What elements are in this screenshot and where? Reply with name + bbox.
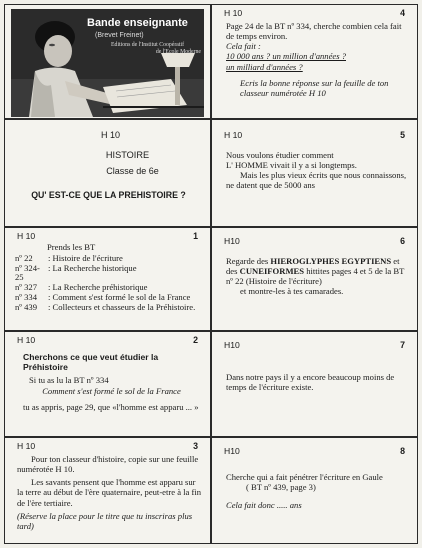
card-text: tu as appris, page 29, que «l'homme est apparu ... » [23,401,199,412]
student-writing-photo [11,9,204,117]
bt-title: : La Recherche préhistorique [48,282,148,293]
card-text-part: et des [226,256,400,277]
card-number: 4 [400,8,405,18]
card-text-part: Regarde des [226,256,271,266]
card-code: H 10 [17,335,36,345]
card-body [17,454,202,531]
card-body [226,150,407,191]
card-italic-text: Comment s'est formé le sol de la France [42,386,181,397]
title-card [5,120,210,226]
card-italic-text: Cela fait : [226,41,261,52]
card-code: H 10 [17,231,36,241]
header-title: Bande enseignante [87,17,188,29]
card-text: ( BT nº 439, page 3) [246,482,316,493]
card-4 [212,5,417,118]
card-number: 2 [193,335,198,345]
card-code: H10 [224,236,240,246]
header-subtitle: (Brevet Freinet) [95,32,144,39]
card-text: Nous voulons étudier comment [226,150,334,160]
card-code: H 10 [101,130,121,140]
card-2 [5,332,210,436]
bt-reference-list [15,254,200,312]
card-text [226,256,407,286]
publisher-line: de l'Ecole Moderne [155,48,201,55]
header-card [5,5,210,118]
bt-title: : Comment s'est formé le sol de la France [48,292,191,303]
card-body [226,21,407,98]
cuneiformes-term: CUNEIFORMES [239,266,305,277]
card-text: Mais les plus vieux écrits que nous connaissons, ne datent que de 5000 ans [226,170,407,191]
card-text: Dans notre pays il y a encore beaucoup moins de temps de l'écriture existe. [226,372,395,393]
card-text: Les savants pensent que l'homme est apparu sur la terre au début de l'ère quaternaire, peut-etre à la fin de l'ère tertiaire. [17,477,202,508]
card-number: 1 [193,231,198,241]
main-question: QU' EST-CE QUE LA PREHISTOIRE ? [31,190,186,200]
bt-number: nº 334 [15,292,38,303]
card-number: 8 [400,446,405,456]
list-item [15,254,200,263]
bt-number: nº 327 [15,282,38,293]
card-code: H 10 [224,8,243,18]
card-5 [212,120,417,226]
card-text: Cherche qui a fait pénétrer l'écriture en Gaule [226,472,383,482]
list-item [15,283,200,292]
card-text: Prends les BT [47,242,96,252]
card-7 [212,332,417,436]
card-code: H 10 [224,130,243,140]
card-number: 7 [400,340,405,350]
card-code: H10 [224,446,240,456]
card-text-part: hittites pages 4 et 5 de la BT nº 22 (Histoire de l'écriture) [226,266,405,287]
card-italic-text: un milliard d'années ? [226,61,303,72]
card-note: (Réserve la place pour le titre que tu inscriras plus tard) [17,510,193,531]
card-body [15,242,200,313]
card-code: H10 [224,340,240,350]
hieroglyphes-term: HIEROGLYPHES EGYPTIENS [270,256,392,266]
card-heading: Cherchons ce que veut étudier la Préhistoire [23,352,159,373]
card-text: Page 24 de la BT nº 334, cherche combien cela fait de temps environ. [226,21,402,42]
list-item [15,293,200,302]
card-3 [5,438,210,543]
header-publisher [111,42,201,56]
card-body [23,352,200,412]
list-item [15,303,200,312]
class-level: Classe de 6e [106,166,159,176]
card-number: 3 [193,441,198,451]
card-text: et montre-les à tes camarades. [240,286,344,297]
card-body [226,256,407,297]
card-code: H 10 [17,441,36,451]
card-italic-text: 10 000 ans ? un million d'années ? [226,51,346,62]
bt-title: : Histoire de l'écriture [48,253,123,264]
bt-number: nº 22 [15,253,33,264]
card-8 [212,438,417,543]
card-body [226,372,407,392]
bt-number: nº 439 [15,302,38,313]
subject-heading: HISTOIRE [105,150,150,160]
bt-title: : Collecteurs et chasseurs de la Préhistoire. [48,302,196,313]
publisher-line: Editions de l'Institut Coopératif [111,42,185,48]
card-italic-text: Ecris la bonne réponse sur la feuille de ton classeur numérotée H 10 [240,77,389,98]
card-number: 6 [400,236,405,246]
bt-number: nº 324-25 [15,263,40,283]
card-text: Pour ton classeur d'histoire, copie sur une feuille numérotée H 10. [17,454,199,475]
teaching-strip-sheet [4,4,418,544]
card-body [226,472,407,510]
card-text: Si tu as lu la BT nº 334 [29,375,109,386]
card-1 [5,228,210,330]
card-number: 5 [400,130,405,140]
list-item [15,264,200,282]
card-italic-text: Cela fait donc ..... ans [226,500,302,511]
bt-title: : La Recherche historique [48,263,137,274]
card-text: L' HOMME vivait il y a si longtemps. [226,160,357,171]
card-6 [212,228,417,330]
